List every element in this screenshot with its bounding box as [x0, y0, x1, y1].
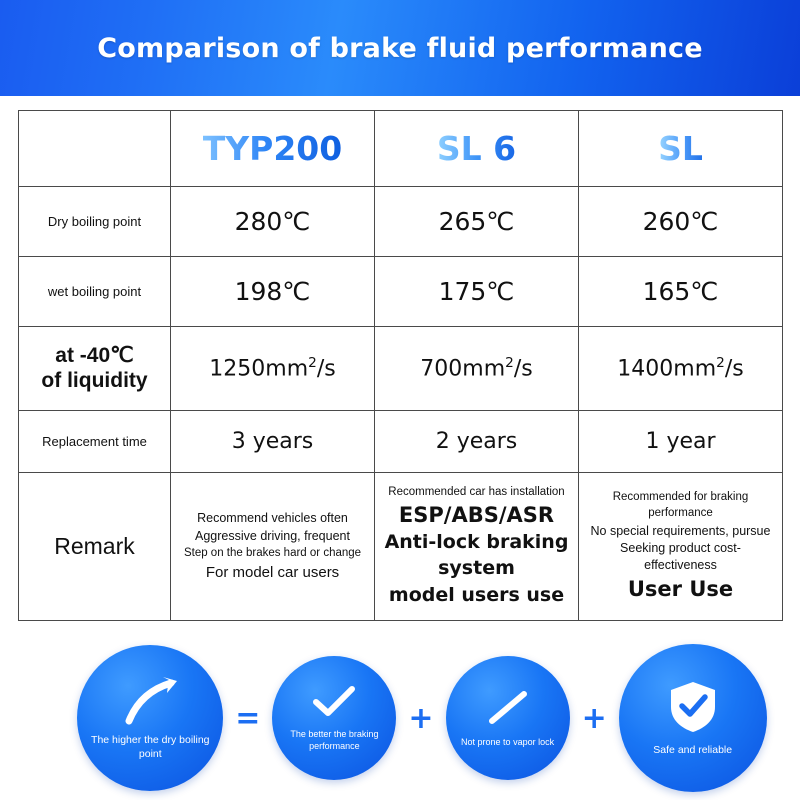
cell-viscosity-typ200 [171, 327, 375, 411]
comparison-table [18, 110, 783, 621]
header-cell-sl [579, 111, 783, 187]
badge-safe-reliable [619, 644, 767, 792]
row-label-wet-boiling-point: wet boiling point [19, 257, 171, 327]
row-label-viscosity [19, 327, 171, 411]
cell-dry-sl: 260℃ [579, 187, 783, 257]
viscosity-sl6-sup: 2 [505, 355, 514, 372]
viscosity-typ200-num: 1250mm [209, 356, 309, 382]
header-banner [0, 0, 800, 96]
table-row-replacement-time [19, 411, 783, 473]
viscosity-sl-tail: /s [724, 356, 744, 382]
header-cell-blank [19, 111, 171, 187]
cell-dry-typ200: 280℃ [171, 187, 375, 257]
badge-caption-braking: The better the braking performance [290, 729, 379, 751]
remark-typ200-line1: Recommend vehicles often [197, 511, 348, 526]
viscosity-sl-sup: 2 [716, 355, 725, 372]
cell-replacement-sl: 1 year [579, 411, 783, 473]
header-cell-sl6 [375, 111, 579, 187]
viscosity-sl6-tail: /s [513, 356, 533, 382]
operator-plus-1: + [408, 700, 434, 736]
remark-sl-line2: performance [648, 507, 713, 520]
table-row-wet-boiling-point [19, 257, 783, 327]
no-bubble-slash-icon [485, 688, 531, 733]
brand-label-sl6: SL 6 [436, 129, 517, 168]
shield-check-icon [667, 679, 719, 740]
row-label-replacement-time: Replacement time [19, 411, 171, 473]
badge-higher-dry-boiling-point [77, 645, 223, 791]
viscosity-sl6-num: 700mm [420, 356, 506, 382]
remark-typ200-line3: Step on the brakes hard or change [183, 546, 362, 559]
up-arrow-icon [121, 675, 179, 730]
cell-replacement-typ200: 3 years [171, 411, 375, 473]
remark-sl6-line3: Anti-lock braking system [384, 531, 569, 580]
row-label-viscosity-line2: of liquidity [41, 368, 148, 392]
badge-better-braking [272, 656, 396, 780]
cell-remark-typ200 [171, 473, 375, 621]
remark-typ200-line4: For model car users [205, 563, 340, 581]
row-label-dry-boiling-point: Dry boiling point [19, 187, 171, 257]
cell-remark-sl6 [375, 473, 579, 621]
badge-caption-dry-boiling: The higher the dry boiling point [91, 734, 210, 760]
remark-typ200-line2: Aggressive driving, frequent [195, 529, 350, 544]
badge-caption-vapor-lock: Not prone to vapor lock [461, 736, 555, 747]
operator-equals: = [235, 700, 261, 736]
remark-sl-line4: Seeking product cost-effectiveness [620, 541, 741, 573]
remark-sl6-line2: ESP/ABS/ASR [398, 503, 555, 528]
brand-label-typ200: TYP200 [202, 129, 343, 168]
viscosity-typ200-tail: /s [316, 356, 336, 382]
badge-no-vapor-lock [446, 656, 570, 780]
remark-sl6-line1: Recommended car has installation [388, 485, 565, 498]
table-row-viscosity [19, 327, 783, 411]
check-icon [312, 684, 356, 725]
comparison-table-wrap [18, 110, 782, 621]
cell-wet-typ200: 198℃ [171, 257, 375, 327]
remark-sl-line1: Recommended for braking [612, 490, 749, 503]
header-cell-typ200 [171, 111, 375, 187]
row-label-remark: Remark [19, 473, 171, 621]
cell-wet-sl6: 175℃ [375, 257, 579, 327]
brand-label-sl: SL [658, 129, 703, 168]
cell-viscosity-sl6 [375, 327, 579, 411]
viscosity-typ200-sup: 2 [308, 355, 317, 372]
remark-sl-line5: User Use [627, 577, 734, 602]
viscosity-sl-num: 1400mm [617, 356, 717, 382]
operator-plus-2: + [581, 700, 607, 736]
cell-remark-sl [579, 473, 783, 621]
remark-sl-line3: No special requirements, pursue [590, 523, 771, 538]
remark-sl6-line4: model users use [388, 583, 565, 606]
table-row-remark [19, 473, 783, 621]
table-header-row [19, 111, 783, 187]
cell-wet-sl: 165℃ [579, 257, 783, 327]
cell-replacement-sl6: 2 years [375, 411, 579, 473]
page-title: Comparison of brake fluid performance [97, 32, 703, 64]
cell-dry-sl6: 265℃ [375, 187, 579, 257]
badge-caption-safe: Safe and reliable [653, 743, 733, 756]
cell-viscosity-sl [579, 327, 783, 411]
benefit-badges [0, 636, 800, 800]
row-label-viscosity-line1: at -40℃ [55, 344, 134, 368]
table-row-dry-boiling-point [19, 187, 783, 257]
